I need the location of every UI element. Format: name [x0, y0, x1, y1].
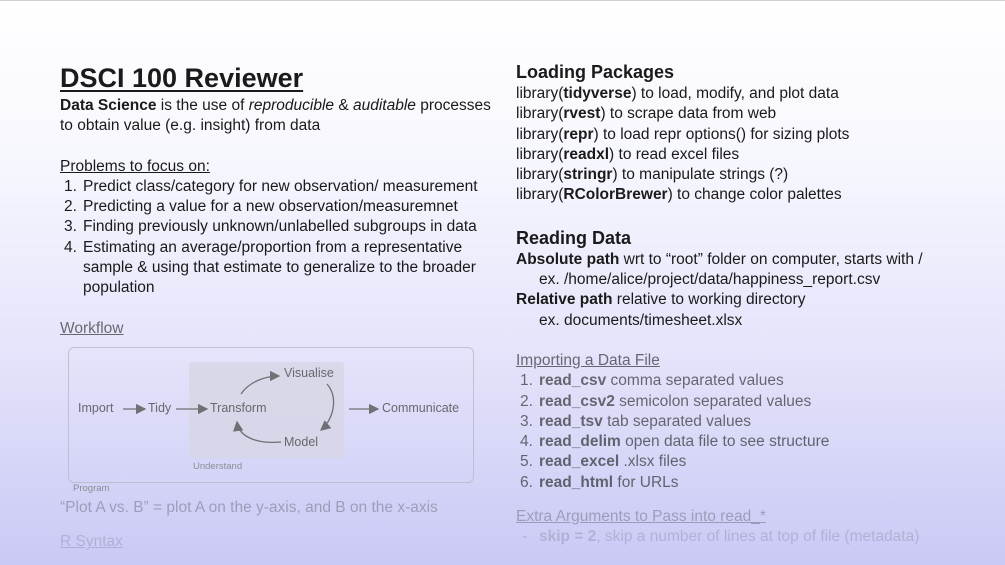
package-line — [516, 84, 966, 104]
abs-desc: wrt to “root” folder on computer, starts with / — [619, 250, 923, 268]
top-border — [0, 0, 1005, 1]
r-syntax-heading: R Syntax — [60, 533, 123, 551]
pkg-pre: library( — [516, 85, 564, 102]
problem-text: Estimating an average/proportion from a representative sample & using that estimate to generalize to the broader population — [83, 238, 476, 297]
intro-text-3: processes to obtain value (e.g. insight) from data — [60, 97, 491, 135]
import-desc: for URLs — [613, 473, 679, 491]
pkg-desc: ) to read excel files — [609, 145, 740, 163]
import-desc: semicolon separated values — [614, 392, 812, 410]
problem-item — [60, 197, 500, 217]
page-title: DSCI 100 Reviewer — [60, 63, 304, 93]
import-fn: read_csv2 — [539, 392, 615, 410]
extra-arguments-heading: Extra Arguments to Pass into read_* — [516, 508, 766, 526]
wf-visualise: Visualise — [284, 365, 334, 380]
import-fn: read_excel — [539, 453, 620, 471]
problem-text: Predicting a value for a new observation/measuremnet — [83, 198, 458, 216]
absolute-path-example: ex. /home/alice/project/data/happiness_report.csv — [539, 271, 881, 289]
import-desc: tab separated values — [602, 412, 751, 430]
loading-heading: Loading Packages — [516, 62, 675, 82]
import-desc: open data file to see structure — [620, 433, 830, 451]
pkg-desc: ) to load repr options() for sizing plots — [593, 125, 850, 143]
pkg-name: RColorBrewer — [563, 186, 668, 204]
relative-path-line — [516, 290, 966, 310]
pkg-pre: library( — [516, 125, 564, 143]
right-column — [516, 60, 966, 548]
pkg-pre: library( — [516, 145, 564, 163]
absolute-path-line — [516, 250, 966, 270]
pkg-pre: library( — [516, 186, 564, 204]
import-number: 6. — [520, 473, 533, 491]
problems-list — [60, 177, 500, 299]
importing-section — [516, 351, 966, 493]
workflow-diagram — [68, 347, 474, 494]
import-item — [516, 392, 966, 412]
import-number: 2. — [520, 392, 533, 410]
workflow-heading: Workflow — [60, 319, 124, 337]
packages-list — [516, 84, 966, 206]
bullet: - — [522, 528, 528, 546]
import-item — [516, 371, 966, 391]
wf-tidy: Tidy — [148, 400, 172, 415]
package-line — [516, 185, 966, 205]
import-desc: .xlsx files — [619, 453, 687, 471]
import-fn: read_csv — [539, 372, 607, 390]
import-number: 4. — [520, 433, 533, 451]
importing-list — [516, 371, 966, 493]
workflow-arrows — [69, 348, 473, 482]
pkg-name: readxl — [563, 145, 610, 163]
rel-desc: relative to working directory — [612, 291, 806, 309]
import-item — [516, 452, 966, 472]
problem-number: 3. — [64, 218, 77, 236]
wf-understand: Understand — [193, 460, 243, 472]
wf-transform: Transform — [210, 400, 267, 415]
problem-item — [60, 238, 500, 299]
import-fn: read_delim — [539, 433, 621, 451]
importing-heading: Importing a Data File — [516, 351, 660, 369]
extra-arg-desc: , skip a number of lines at top of file (metadata) — [596, 528, 920, 546]
problems-heading: Problems to focus on: — [60, 157, 210, 175]
problem-number: 2. — [64, 198, 77, 216]
pkg-desc: ) to load, modify, and plot data — [631, 85, 839, 102]
wf-program: Program — [73, 482, 110, 494]
pkg-pre: library( — [516, 105, 564, 123]
pkg-name: repr — [563, 125, 594, 143]
rel-term: Relative path — [516, 291, 613, 309]
intro-text-2: & — [334, 97, 353, 114]
wf-import: Import — [78, 400, 114, 415]
import-fn: read_html — [539, 473, 614, 491]
pkg-name: stringr — [563, 166, 613, 184]
package-line — [516, 145, 966, 165]
pkg-name: rvest — [563, 105, 601, 123]
pkg-desc: ) to scrape data from web — [600, 105, 777, 123]
left-column — [60, 60, 500, 553]
import-number: 1. — [520, 372, 533, 390]
import-item — [516, 473, 966, 493]
import-item — [516, 412, 966, 432]
package-line — [516, 125, 966, 145]
wf-communicate: Communicate — [382, 400, 460, 415]
abs-term: Absolute path — [516, 250, 620, 268]
extra-arg-fn: skip = 2 — [539, 528, 597, 546]
intro-em-auditable: auditable — [352, 97, 416, 114]
import-number: 3. — [520, 412, 533, 430]
import-item — [516, 432, 966, 452]
problem-text: Finding previously unknown/unlabelled subgroups in data — [83, 218, 477, 236]
pkg-pre: library( — [516, 166, 564, 184]
intro-em-reproducible: reproducible — [248, 97, 335, 114]
intro-text-1: is the use of — [156, 97, 249, 114]
import-fn: read_tsv — [539, 412, 603, 430]
pkg-name: tidyverse — [563, 85, 632, 102]
wf-model: Model — [284, 434, 319, 449]
problem-text: Predict class/category for new observation/ measurement — [83, 177, 478, 195]
problem-item — [60, 177, 500, 197]
intro-term: Data Science — [60, 97, 157, 114]
package-line — [516, 104, 966, 124]
problem-number: 1. — [64, 177, 77, 195]
import-number: 5. — [520, 453, 533, 471]
reading-heading: Reading Data — [516, 227, 632, 248]
pkg-desc: ) to manipulate strings (?) — [612, 166, 789, 184]
import-desc: comma separated values — [606, 372, 784, 390]
extra-arg-item — [516, 527, 966, 547]
plot-note: “Plot A vs. B” = plot A on the y-axis, and B on the x-axis — [60, 498, 438, 516]
problem-number: 4. — [64, 238, 77, 256]
package-line — [516, 165, 966, 185]
intro-paragraph — [60, 96, 500, 137]
problem-item — [60, 217, 500, 237]
relative-path-example: ex. documents/timesheet.xlsx — [539, 311, 743, 329]
pkg-desc: ) to change color palettes — [667, 186, 842, 204]
